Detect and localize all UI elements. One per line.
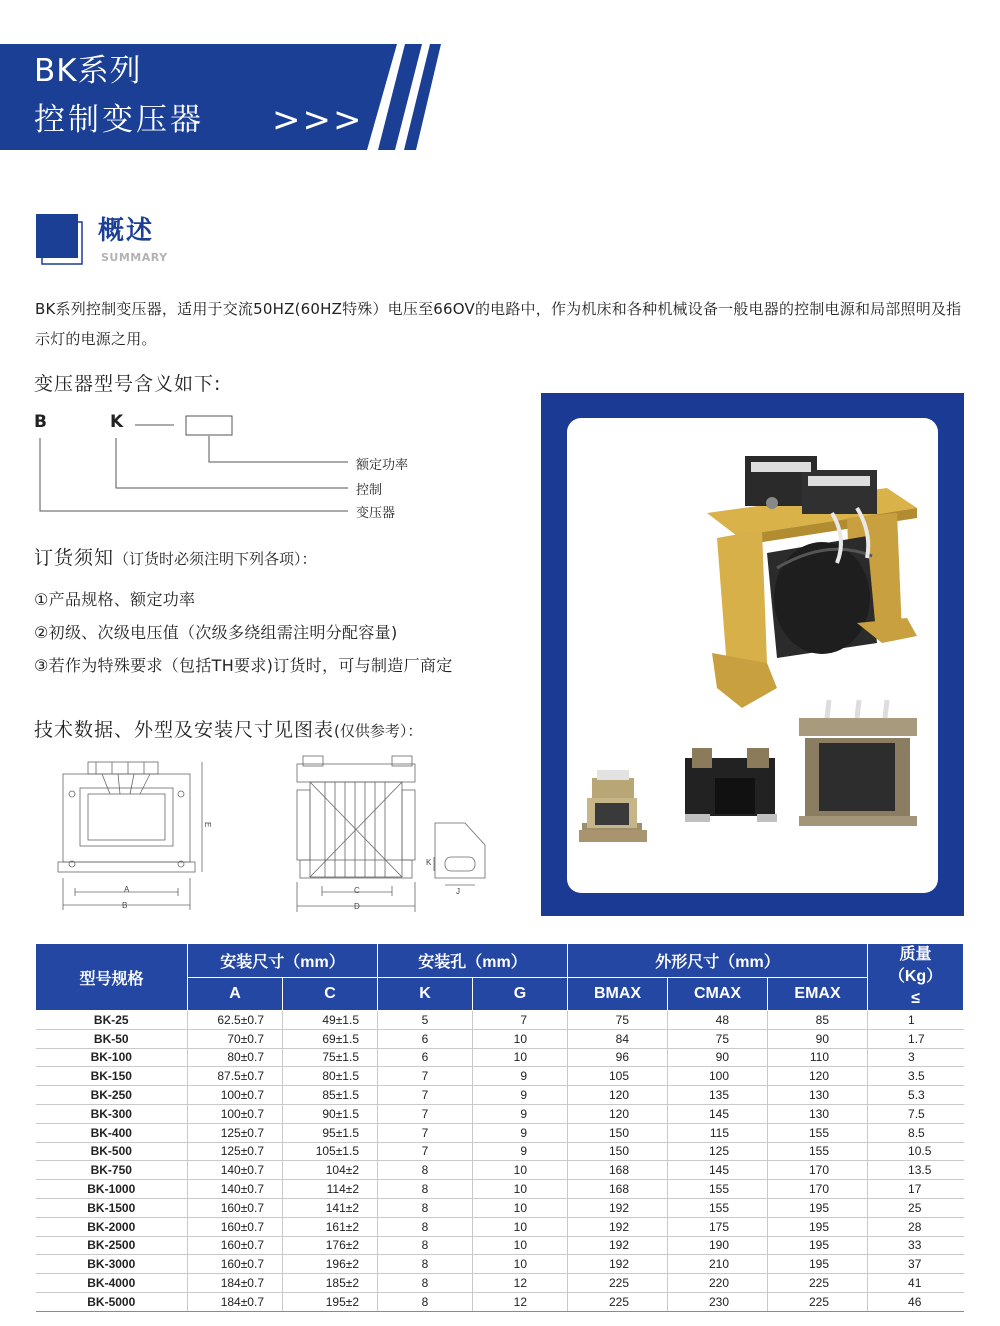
table-cell: 7 xyxy=(473,1011,568,1030)
header-mount-size: 安装尺寸（mm） xyxy=(188,944,378,978)
table-cell: 170 xyxy=(768,1180,868,1199)
table-cell: 155 xyxy=(768,1142,868,1161)
table-cell: 195 xyxy=(768,1217,868,1236)
table-row xyxy=(36,1048,964,1067)
table-cell: 8 xyxy=(378,1198,473,1217)
table-row xyxy=(36,1274,964,1293)
spec-table xyxy=(35,943,964,1312)
col-header-k: K xyxy=(378,977,473,1011)
table-cell: 41 xyxy=(868,1274,964,1293)
table-cell: BK-250 xyxy=(36,1086,188,1105)
table-cell: 225 xyxy=(768,1292,868,1311)
table-cell: 85 xyxy=(768,1011,868,1030)
table-row xyxy=(36,1011,964,1030)
dim-label-c: C xyxy=(354,886,360,895)
table-cell: 7 xyxy=(378,1067,473,1086)
table-row xyxy=(36,1086,964,1105)
table-cell: 6 xyxy=(378,1029,473,1048)
dim-label-k: K xyxy=(426,858,432,867)
table-cell: BK-750 xyxy=(36,1161,188,1180)
table-cell: 8 xyxy=(378,1255,473,1274)
table-cell: 185±2 xyxy=(283,1274,378,1293)
table-cell: 5 xyxy=(378,1011,473,1030)
table-cell: 10 xyxy=(473,1048,568,1067)
dim-label-d: D xyxy=(354,902,360,911)
table-cell: 190 xyxy=(668,1236,768,1255)
ordering-note: （订货时必须注明下列各项）： xyxy=(114,550,317,568)
header-banner xyxy=(0,0,1000,160)
table-row xyxy=(36,1198,964,1217)
table-cell: 150 xyxy=(568,1123,668,1142)
table-cell: 195±2 xyxy=(283,1292,378,1311)
model-letter-k: K xyxy=(110,412,124,432)
tech-title: 技术数据、外型及安装尺寸见图表 xyxy=(34,719,335,741)
table-cell: 62.5±0.7 xyxy=(188,1011,283,1030)
table-cell: 8 xyxy=(378,1292,473,1311)
medium-transformer-image xyxy=(799,700,917,826)
table-cell: 75 xyxy=(568,1011,668,1030)
table-cell: 195 xyxy=(768,1236,868,1255)
col-header-emax: EMAX xyxy=(768,977,868,1011)
table-cell: 120 xyxy=(568,1086,668,1105)
table-cell: 7 xyxy=(378,1086,473,1105)
model-meaning-diagram xyxy=(30,410,450,525)
col-header-g: G xyxy=(473,977,568,1011)
table-cell: 70±0.7 xyxy=(188,1029,283,1048)
table-cell: 49±1.5 xyxy=(283,1011,378,1030)
table-cell: 225 xyxy=(568,1274,668,1293)
dim-label-a: A xyxy=(124,885,130,894)
table-cell: 28 xyxy=(868,1217,964,1236)
table-cell: 155 xyxy=(768,1123,868,1142)
table-cell: 7 xyxy=(378,1142,473,1161)
large-transformer-image xyxy=(707,456,917,708)
table-cell: 160±0.7 xyxy=(188,1255,283,1274)
summary-title: 概述 xyxy=(98,216,155,246)
table-cell: 114±2 xyxy=(283,1180,378,1199)
table-cell: 87.5±0.7 xyxy=(188,1067,283,1086)
table-cell: 170 xyxy=(768,1161,868,1180)
table-cell: 150 xyxy=(568,1142,668,1161)
table-cell: 100±0.7 xyxy=(188,1086,283,1105)
table-row xyxy=(36,1236,964,1255)
table-cell: 12 xyxy=(473,1274,568,1293)
table-cell: 25 xyxy=(868,1198,964,1217)
table-cell: 210 xyxy=(668,1255,768,1274)
table-cell: 184±0.7 xyxy=(188,1292,283,1311)
table-cell: 140±0.7 xyxy=(188,1161,283,1180)
header-model: 型号规格 xyxy=(36,944,188,1011)
table-cell: BK-5000 xyxy=(36,1292,188,1311)
table-cell: BK-50 xyxy=(36,1029,188,1048)
table-cell: 100±0.7 xyxy=(188,1104,283,1123)
table-cell: 1 xyxy=(868,1011,964,1030)
table-cell: 195 xyxy=(768,1255,868,1274)
table-cell: BK-1000 xyxy=(36,1180,188,1199)
table-cell: 115 xyxy=(668,1123,768,1142)
table-cell: BK-400 xyxy=(36,1123,188,1142)
table-cell: 37 xyxy=(868,1255,964,1274)
label-control: 控制 xyxy=(356,483,383,498)
table-cell: 104±2 xyxy=(283,1161,378,1180)
product-photo-panel xyxy=(541,393,964,916)
table-cell: 9 xyxy=(473,1086,568,1105)
transformer-photos xyxy=(567,418,938,893)
table-cell: 140±0.7 xyxy=(188,1180,283,1199)
table-cell: BK-150 xyxy=(36,1067,188,1086)
table-row xyxy=(36,1292,964,1311)
summary-text: BK系列控制变压器，适用于交流50HZ(60HZ特殊）电压至66OV的电路中，作为机床和各种机械设备一般电器的控制电源和局部照明及指示灯的电源之用。 xyxy=(35,300,962,348)
table-cell: 10 xyxy=(473,1198,568,1217)
table-cell: 9 xyxy=(473,1123,568,1142)
table-cell: 8 xyxy=(378,1236,473,1255)
model-meaning-heading: 变压器型号含义如下: xyxy=(34,373,222,395)
table-cell: 7.5 xyxy=(868,1104,964,1123)
table-cell: BK-4000 xyxy=(36,1274,188,1293)
table-cell: 90 xyxy=(668,1048,768,1067)
summary-icon xyxy=(36,214,84,266)
table-cell: BK-1500 xyxy=(36,1198,188,1217)
table-cell: 145 xyxy=(668,1161,768,1180)
table-cell: 10 xyxy=(473,1029,568,1048)
table-row xyxy=(36,1161,964,1180)
dim-label-b: B xyxy=(122,901,128,910)
table-cell: 141±2 xyxy=(283,1198,378,1217)
small-transformer-image-1 xyxy=(579,770,647,842)
table-cell: 9 xyxy=(473,1142,568,1161)
table-cell: 225 xyxy=(768,1274,868,1293)
table-cell: 10 xyxy=(473,1161,568,1180)
table-cell: 7 xyxy=(378,1104,473,1123)
table-row xyxy=(36,1142,964,1161)
table-row xyxy=(36,1123,964,1142)
table-cell: 105 xyxy=(568,1067,668,1086)
table-cell: 8 xyxy=(378,1217,473,1236)
table-cell: 75 xyxy=(668,1029,768,1048)
col-header-cmax: CMAX xyxy=(668,977,768,1011)
table-cell: 10.5 xyxy=(868,1142,964,1161)
table-cell: 95±1.5 xyxy=(283,1123,378,1142)
table-cell: 69±1.5 xyxy=(283,1029,378,1048)
order-item: ②初级、次级电压值（次级多绕组需注明分配容量) xyxy=(34,623,398,642)
table-cell: 9 xyxy=(473,1067,568,1086)
table-cell: 176±2 xyxy=(283,1236,378,1255)
table-cell: 105±1.5 xyxy=(283,1142,378,1161)
ordering-title: 订货须知 xyxy=(34,547,115,569)
table-cell: 160±0.7 xyxy=(188,1198,283,1217)
table-cell: 192 xyxy=(568,1255,668,1274)
table-cell: 192 xyxy=(568,1198,668,1217)
table-cell: 48 xyxy=(668,1011,768,1030)
table-cell: 220 xyxy=(668,1274,768,1293)
table-cell: 3 xyxy=(868,1048,964,1067)
table-cell: 161±2 xyxy=(283,1217,378,1236)
table-row xyxy=(36,1104,964,1123)
table-cell: 168 xyxy=(568,1180,668,1199)
table-cell: 155 xyxy=(668,1198,768,1217)
banner-arrows: >>> xyxy=(272,100,364,140)
label-transformer: 变压器 xyxy=(356,506,396,521)
table-cell: 130 xyxy=(768,1104,868,1123)
table-cell: 10 xyxy=(473,1236,568,1255)
table-cell: 100 xyxy=(668,1067,768,1086)
table-cell: BK-25 xyxy=(36,1011,188,1030)
table-cell: 135 xyxy=(668,1086,768,1105)
col-header-bmax: BMAX xyxy=(568,977,668,1011)
table-cell: 85±1.5 xyxy=(283,1086,378,1105)
col-header-a: A xyxy=(188,977,283,1011)
table-cell: 84 xyxy=(568,1029,668,1048)
table-cell: BK-500 xyxy=(36,1142,188,1161)
table-cell: 46 xyxy=(868,1292,964,1311)
table-cell: 80±0.7 xyxy=(188,1048,283,1067)
table-cell: 8.5 xyxy=(868,1123,964,1142)
table-cell: 160±0.7 xyxy=(188,1236,283,1255)
table-cell: 9 xyxy=(473,1104,568,1123)
table-cell: BK-100 xyxy=(36,1048,188,1067)
order-item: ①产品规格、额定功率 xyxy=(34,590,196,609)
table-cell: 195 xyxy=(768,1198,868,1217)
table-cell: 10 xyxy=(473,1180,568,1199)
table-cell: 110 xyxy=(768,1048,868,1067)
table-cell: 192 xyxy=(568,1217,668,1236)
table-cell: 120 xyxy=(768,1067,868,1086)
table-cell: 130 xyxy=(768,1086,868,1105)
label-rated-power: 额定功率 xyxy=(356,458,409,473)
table-cell: 6 xyxy=(378,1048,473,1067)
table-cell: 13.5 xyxy=(868,1161,964,1180)
table-cell: 125±0.7 xyxy=(188,1123,283,1142)
table-row xyxy=(36,1067,964,1086)
table-row xyxy=(36,1180,964,1199)
table-cell: 192 xyxy=(568,1236,668,1255)
table-cell: 75±1.5 xyxy=(283,1048,378,1067)
table-cell: 184±0.7 xyxy=(188,1274,283,1293)
banner-product: 控制变压器 xyxy=(34,102,204,138)
table-cell: 145 xyxy=(668,1104,768,1123)
table-row xyxy=(36,1217,964,1236)
drawing-labels xyxy=(30,750,510,925)
table-row xyxy=(36,1255,964,1274)
table-cell: 125±0.7 xyxy=(188,1142,283,1161)
table-cell: 160±0.7 xyxy=(188,1217,283,1236)
banner-series: BK系列 xyxy=(34,53,142,89)
header-mount-hole: 安装孔（mm） xyxy=(378,944,568,978)
table-cell: 168 xyxy=(568,1161,668,1180)
table-cell: BK-2000 xyxy=(36,1217,188,1236)
table-cell: 17 xyxy=(868,1180,964,1199)
table-cell: 96 xyxy=(568,1048,668,1067)
table-cell: 80±1.5 xyxy=(283,1067,378,1086)
table-cell: 155 xyxy=(668,1180,768,1199)
table-cell: BK-2500 xyxy=(36,1236,188,1255)
table-cell: 12 xyxy=(473,1292,568,1311)
model-letter-b: B xyxy=(34,412,47,432)
col-header-c: C xyxy=(283,977,378,1011)
table-cell: 1.7 xyxy=(868,1029,964,1048)
dim-label-e: E xyxy=(203,822,212,828)
table-cell: 120 xyxy=(568,1104,668,1123)
table-cell: 10 xyxy=(473,1255,568,1274)
table-cell: 3.5 xyxy=(868,1067,964,1086)
table-cell: 175 xyxy=(668,1217,768,1236)
small-transformer-image-2 xyxy=(685,748,777,822)
table-cell: 5.3 xyxy=(868,1086,964,1105)
ordering-heading xyxy=(34,543,317,570)
table-cell: 225 xyxy=(568,1292,668,1311)
product-photo-frame xyxy=(567,418,938,893)
table-row xyxy=(36,1029,964,1048)
table-cell: 196±2 xyxy=(283,1255,378,1274)
table-cell: 7 xyxy=(378,1123,473,1142)
order-item: ③若作为特殊要求（包括TH要求)订货时，可与制造厂商定 xyxy=(34,656,453,675)
table-cell: BK-3000 xyxy=(36,1255,188,1274)
table-cell: 10 xyxy=(473,1217,568,1236)
header-weight: 质量（Kg）≤ xyxy=(868,944,964,1011)
table-cell: 90±1.5 xyxy=(283,1104,378,1123)
tech-note: (仅供参考）： xyxy=(334,722,423,740)
table-cell: 90 xyxy=(768,1029,868,1048)
dimension-drawings xyxy=(30,750,510,925)
table-cell: BK-300 xyxy=(36,1104,188,1123)
table-cell: 8 xyxy=(378,1274,473,1293)
header-outer-size: 外形尺寸（mm） xyxy=(568,944,868,978)
table-cell: 125 xyxy=(668,1142,768,1161)
table-cell: 8 xyxy=(378,1161,473,1180)
summary-subtitle: SUMMARY xyxy=(101,251,168,264)
tech-heading xyxy=(34,715,422,742)
table-cell: 8 xyxy=(378,1180,473,1199)
dim-label-j: J xyxy=(456,887,460,896)
table-cell: 33 xyxy=(868,1236,964,1255)
table-cell: 230 xyxy=(668,1292,768,1311)
